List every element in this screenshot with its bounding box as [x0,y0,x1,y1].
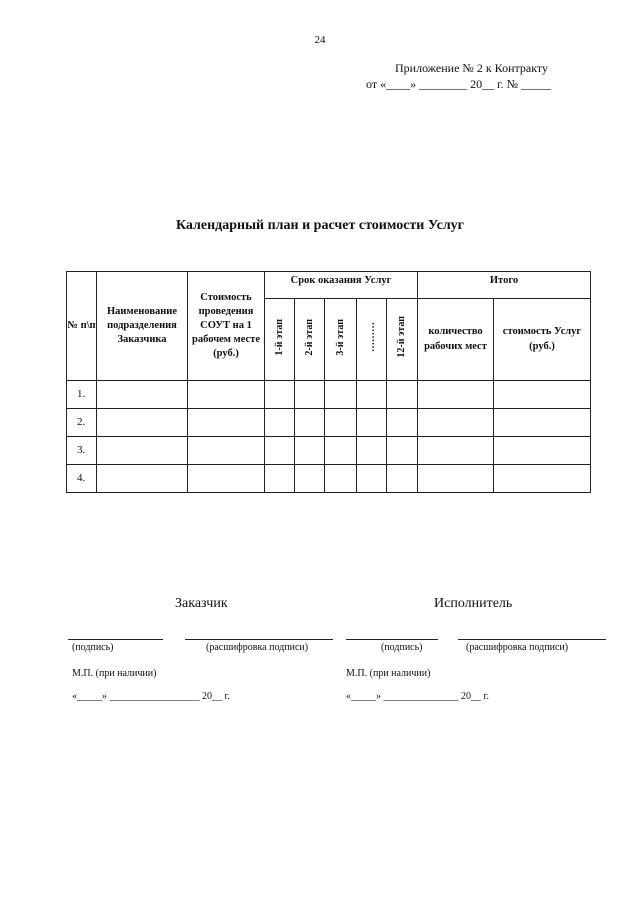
row-number: 1. [67,381,97,409]
cell-stage-1[interactable] [265,409,295,437]
customer-decoding-caption: (расшифровка подписи) [206,642,309,653]
customer-decoding-line[interactable] [185,639,333,640]
contractor-date-line[interactable]: «_____» _______________ 20__ г. [346,691,489,702]
cell-total-cost[interactable] [494,381,591,409]
cell-stage-ellipsis[interactable] [357,465,387,493]
stage-ellipsis-label: ……… [365,321,377,352]
cell-department[interactable] [97,381,188,409]
cell-stage-2[interactable] [295,437,325,465]
cell-department[interactable] [97,465,188,493]
header-stage-ellipsis [357,299,387,381]
contractor-stamp-note: М.П. (при наличии) [346,668,431,679]
contractor-signature-caption: (подпись) [381,642,423,653]
row-number: 2. [67,409,97,437]
header-stage-2 [295,299,325,381]
header-number: № п\п [67,272,97,381]
cell-stage-2[interactable] [295,381,325,409]
cell-stage-3[interactable] [325,381,357,409]
header-cost-per-workplace: Стоимость проведения СОУТ на 1 рабочем месте (руб.) [188,272,265,381]
header-stage-12 [387,299,418,381]
customer-signature-caption: (подпись) [72,642,114,653]
cell-department[interactable] [97,409,188,437]
stage-12-label: 12-й этап [396,316,408,358]
customer-date-line[interactable]: «_____» __________________ 20__ г. [72,691,230,702]
cell-total-cost[interactable] [494,465,591,493]
cell-stage-1[interactable] [265,465,295,493]
contractor-heading: Исполнитель [434,596,513,611]
header-total: Итого [418,272,591,299]
document-title: Календарный план и расчет стоимости Услуг [175,218,465,233]
contractor-signature-line[interactable] [346,639,438,640]
table-row [67,465,591,493]
cell-stage-3[interactable] [325,409,357,437]
cell-stage-1[interactable] [265,437,295,465]
row-number: 4. [67,465,97,493]
cell-stage-ellipsis[interactable] [357,381,387,409]
cell-stage-3[interactable] [325,465,357,493]
cell-stage-12[interactable] [387,465,418,493]
stage-2-label: 2-й этап [303,318,315,356]
customer-stamp-note: М.П. (при наличии) [72,668,157,679]
header-workplaces: количество рабочих мест [418,299,494,381]
table-row [67,437,591,465]
header-department: Наименование подразделения Заказчика [97,272,188,381]
cell-workplaces[interactable] [418,381,494,409]
stage-1-label: 1-й этап [273,318,285,356]
cell-stage-12[interactable] [387,381,418,409]
cell-department[interactable] [97,437,188,465]
header-stage-1 [265,299,295,381]
cell-workplaces[interactable] [418,465,494,493]
cell-stage-2[interactable] [295,409,325,437]
cell-stage-3[interactable] [325,437,357,465]
header-stage-3 [325,299,357,381]
cell-cost[interactable] [188,409,265,437]
table-row [67,409,591,437]
cell-cost[interactable] [188,381,265,409]
cell-stage-ellipsis[interactable] [357,409,387,437]
appendix-reference: Приложение № 2 к Контракту [395,61,548,75]
customer-signature-line[interactable] [68,639,163,640]
appendix-contract-date-line: от «____» ________ 20__ г. № _____ [366,77,552,91]
cell-stage-ellipsis[interactable] [357,437,387,465]
page-number: 24 [314,34,326,46]
cell-stage-12[interactable] [387,409,418,437]
header-total-cost: стоимость Услуг (руб.) [494,299,591,381]
cell-workplaces[interactable] [418,437,494,465]
header-service-schedule: Срок оказания Услуг [265,272,418,299]
cell-total-cost[interactable] [494,437,591,465]
calendar-plan-table [66,271,591,493]
contractor-decoding-caption: (расшифровка подписи) [466,642,569,653]
cell-cost[interactable] [188,465,265,493]
cell-stage-1[interactable] [265,381,295,409]
cell-cost[interactable] [188,437,265,465]
row-number: 3. [67,437,97,465]
contractor-decoding-line[interactable] [458,639,606,640]
cell-workplaces[interactable] [418,409,494,437]
stage-3-label: 3-й этап [334,318,346,356]
cell-stage-12[interactable] [387,437,418,465]
cell-stage-2[interactable] [295,465,325,493]
cell-total-cost[interactable] [494,409,591,437]
customer-heading: Заказчик [175,596,228,611]
table-row [67,381,591,409]
